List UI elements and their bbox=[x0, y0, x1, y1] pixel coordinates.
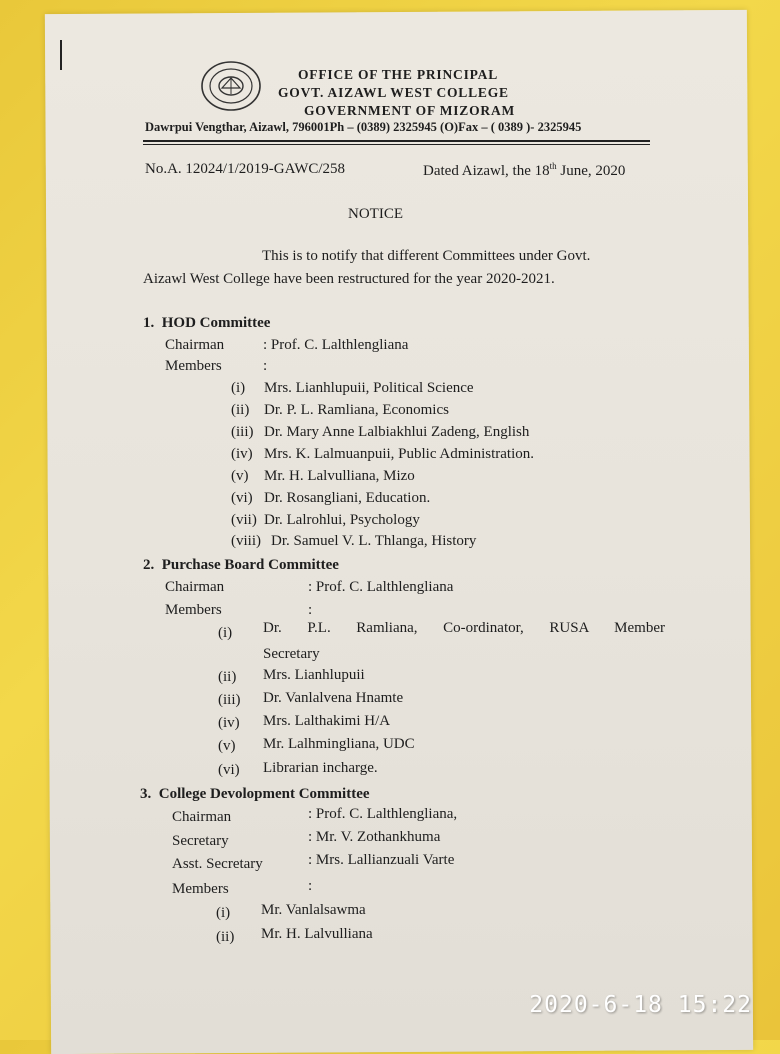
committee-3-members-label: Members bbox=[172, 881, 229, 897]
list-item: Mrs. Lianhlupuii bbox=[263, 667, 365, 683]
list-item: Mr. Lalhmingliana, UDC bbox=[263, 736, 415, 752]
reference-number: No.A. 12024/1/2019-GAWC/258 bbox=[145, 161, 346, 177]
letterhead-rule bbox=[143, 140, 650, 142]
committee-2-members-colon: : bbox=[308, 602, 313, 618]
list-item: Mr. H. Lalvulliana bbox=[261, 926, 373, 942]
list-item: Dr. Lalrohlui, Psychology bbox=[264, 512, 420, 528]
committee-1-members-label: Members bbox=[165, 358, 222, 374]
list-item-number: (i) bbox=[218, 625, 233, 641]
list-item-number: (ii) bbox=[216, 929, 235, 945]
college-emblem-icon bbox=[200, 60, 262, 112]
list-item-number: (i) bbox=[231, 380, 246, 396]
intro-line-1: This is to notify that different Committees under Govt. bbox=[262, 248, 591, 264]
notice-title: NOTICE bbox=[348, 206, 403, 222]
committee-2-chairman-label: Chairman bbox=[165, 579, 225, 595]
list-item: Mr. Vanlalsawma bbox=[261, 902, 366, 918]
committee-3-chairman-label: Chairman bbox=[172, 809, 232, 825]
list-item: Mrs. Lalthakimi H/A bbox=[263, 713, 391, 729]
committee-3-chairman-value: : Prof. C. Lalthlengliana, bbox=[308, 806, 458, 822]
committee-3-asst-secretary-label: Asst. Secretary bbox=[172, 856, 263, 872]
list-item: Dr. Samuel V. L. Thlanga, History bbox=[271, 533, 477, 549]
committee-3-secretary-value: : Mr. V. Zothankhuma bbox=[308, 829, 441, 845]
intro-line-2: Aizawl West College have been restructured for the year 2020-2021. bbox=[143, 271, 555, 287]
committee-1-heading: 1. HOD Committee bbox=[143, 315, 271, 331]
committee-3-heading: 3. College Devolopment Committee bbox=[140, 786, 370, 802]
list-item-number: (v) bbox=[218, 738, 236, 754]
date-line: Dated Aizawl, the 18th June, 2020 bbox=[423, 161, 626, 179]
list-item: Dr. Rosangliani, Education. bbox=[264, 490, 431, 506]
committee-3-asst-secretary-value: : Mrs. Lallianzuali Varte bbox=[308, 852, 455, 868]
list-item-number: (vi) bbox=[231, 490, 253, 506]
list-item-number: (iii) bbox=[218, 692, 241, 708]
committee-3-secretary-label: Secretary bbox=[172, 833, 229, 849]
committee-1-chairman-value: : Prof. C. Lalthlengliana bbox=[263, 337, 409, 353]
committee-2-chairman-value: : Prof. C. Lalthlengliana bbox=[308, 579, 454, 595]
list-item-number: (vi) bbox=[218, 762, 240, 778]
list-item-number: (vii) bbox=[231, 512, 257, 528]
list-item-number: (viii) bbox=[231, 533, 261, 549]
letterhead-address: Dawrpui Vengthar, Aizawl, 796001Ph – (0389) 2325945 (O)Fax – ( 0389 )- 2325945 bbox=[145, 120, 582, 134]
list-item-number: (iv) bbox=[231, 446, 253, 462]
letterhead-line1: OFFICE OF THE PRINCIPAL bbox=[298, 67, 499, 82]
committee-2-members-label: Members bbox=[165, 602, 222, 618]
list-item-number: (iii) bbox=[231, 424, 254, 440]
letterhead-line3: GOVERNMENT OF MIZORAM bbox=[304, 103, 516, 118]
list-item-continuation: Secretary bbox=[263, 646, 320, 662]
list-item: Mr. H. Lalvulliana, Mizo bbox=[264, 468, 415, 484]
list-item-number: (v) bbox=[231, 468, 249, 484]
letterhead-line2: GOVT. AIZAWL WEST COLLEGE bbox=[278, 85, 509, 100]
committee-1-chairman-label: Chairman bbox=[165, 337, 225, 353]
list-item-number: (i) bbox=[216, 905, 231, 921]
list-item: Librarian incharge. bbox=[263, 760, 378, 776]
list-item: Dr. Mary Anne Lalbiakhlui Zadeng, English bbox=[264, 424, 530, 440]
photo-timestamp: 2020-6-18 15:22 bbox=[529, 992, 752, 1018]
list-item: Dr. Vanlalvena Hnamte bbox=[263, 690, 404, 706]
list-item: Mrs. K. Lalmuanpuii, Public Administration. bbox=[264, 446, 534, 462]
list-item-number: (ii) bbox=[218, 669, 237, 685]
list-item: Dr. P. L. Ramliana, Economics bbox=[264, 402, 449, 418]
committee-2-heading: 2. Purchase Board Committee bbox=[143, 557, 339, 573]
committee-1-members-colon: : bbox=[263, 358, 268, 374]
letterhead-rule-thin bbox=[143, 144, 650, 145]
committee-3-members-colon: : bbox=[308, 878, 313, 894]
list-item-number: (ii) bbox=[231, 402, 250, 418]
list-item: Mrs. Lianhlupuii, Political Science bbox=[264, 380, 474, 396]
list-item: Dr. P.L. Ramliana, Co-ordinator, RUSA Member bbox=[263, 620, 665, 636]
pen-mark bbox=[60, 40, 62, 70]
list-item-number: (iv) bbox=[218, 715, 240, 731]
